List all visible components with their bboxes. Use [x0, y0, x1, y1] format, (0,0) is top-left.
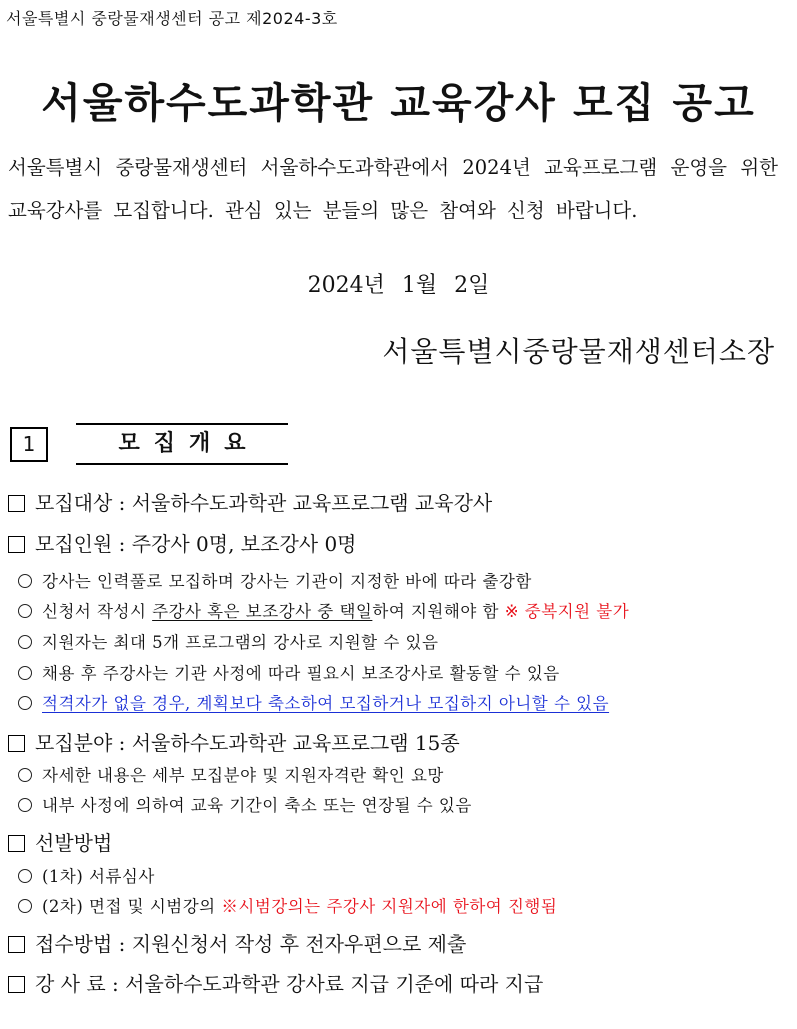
selection-note-1	[18, 863, 155, 887]
circle-bullet-icon	[18, 798, 32, 812]
circle-bullet-icon	[18, 899, 32, 913]
recruit-note-4	[18, 660, 560, 684]
section-number: 1	[10, 427, 48, 462]
checkbox-square-icon	[8, 976, 25, 993]
recruit-note-2-text-post: 하여 지원해야 함	[372, 602, 505, 621]
item-fee-text: 강 사 료 : 서울하수도과학관 강사료 지급 기준에 따라 지급	[35, 972, 544, 996]
notice-date: 2024년 1월 2일	[307, 273, 490, 298]
circle-bullet-icon	[18, 869, 32, 883]
circle-bullet-icon	[18, 696, 32, 710]
recruit-note-5-text: 적격자가 없을 경우, 계획보다 축소하여 모집하거나 모집하지 아니할 수 있음	[42, 694, 610, 713]
item-field-text: 모집분야 : 서울하수도과학관 교육프로그램 15종	[35, 731, 460, 755]
checkbox-square-icon	[8, 735, 25, 752]
checkbox-square-icon	[8, 835, 25, 852]
notice-number: 서울특별시 중랑물재생센터 공고 제2024-3호	[6, 9, 338, 28]
demo-lecture-note: ※시범강의는 주강사 지원자에 한하여 진행됨	[221, 897, 558, 916]
page-title: 서울하수도과학관 교육강사 모집 공고	[41, 79, 756, 127]
recruit-note-3-text: 지원자는 최대 5개 프로그램의 강사로 지원할 수 있음	[42, 633, 439, 652]
recruit-note-3	[18, 629, 438, 653]
selection-note-1-text: (1차) 서류심사	[42, 867, 155, 886]
item-selection-text: 선발방법	[35, 831, 113, 855]
item-submission-text: 접수방법 : 지원신청서 작성 후 전자우편으로 제출	[35, 932, 467, 956]
selection-note-2-text: (2차) 면접 및 시범강의	[42, 897, 222, 916]
item-selection	[8, 827, 112, 856]
field-note-2-text: 내부 사정에 의하여 교육 기간이 축소 또는 연장될 수 있음	[42, 796, 472, 815]
duplicate-warning: ※ 중복지원 불가	[504, 602, 630, 621]
item-submission	[8, 928, 466, 957]
signer: 서울특별시중랑물재생센터소장	[382, 335, 775, 368]
field-note-2	[18, 792, 472, 816]
circle-bullet-icon	[18, 768, 32, 782]
recruit-note-5	[18, 690, 609, 714]
item-target	[8, 487, 492, 516]
item-recruit-count-text: 모집인원 : 주강사 0명, 보조강사 0명	[35, 532, 357, 556]
field-note-1	[18, 762, 444, 786]
checkbox-square-icon	[8, 495, 25, 512]
intro-paragraph: 서울특별시 중랑물재생센터 서울하수도과학관에서 2024년 교육프로그램 운영을 위한 교육강사를 모집합니다. 관심 있는 분들의 많은 참여와 신청 바랍니다.	[8, 156, 778, 222]
recruit-note-1	[18, 568, 532, 592]
section-title: 모집개요	[76, 423, 288, 465]
checkbox-square-icon	[8, 536, 25, 553]
checkbox-square-icon	[8, 936, 25, 953]
recruit-note-4-text: 채용 후 주강사는 기관 사정에 따라 필요시 보조강사로 활동할 수 있음	[42, 664, 560, 683]
item-field	[8, 727, 460, 756]
circle-bullet-icon	[18, 666, 32, 680]
recruit-note-1-text: 강사는 인력풀로 모집하며 강사는 기관이 지정한 바에 따라 출강함	[42, 572, 532, 591]
field-note-1-text: 자세한 내용은 세부 모집분야 및 지원자격란 확인 요망	[42, 766, 444, 785]
item-recruit-count	[8, 528, 357, 557]
recruit-note-2-text: 신청서 작성시	[42, 602, 153, 621]
selection-note-2	[18, 893, 557, 917]
item-fee	[8, 968, 543, 997]
item-target-text: 모집대상 : 서울하수도과학관 교육프로그램 교육강사	[35, 491, 493, 515]
recruit-note-2	[18, 598, 629, 622]
recruit-note-2-underlined: 주강사 혹은 보조강사 중 택일	[152, 602, 373, 621]
circle-bullet-icon	[18, 574, 32, 588]
circle-bullet-icon	[18, 604, 32, 618]
circle-bullet-icon	[18, 635, 32, 649]
